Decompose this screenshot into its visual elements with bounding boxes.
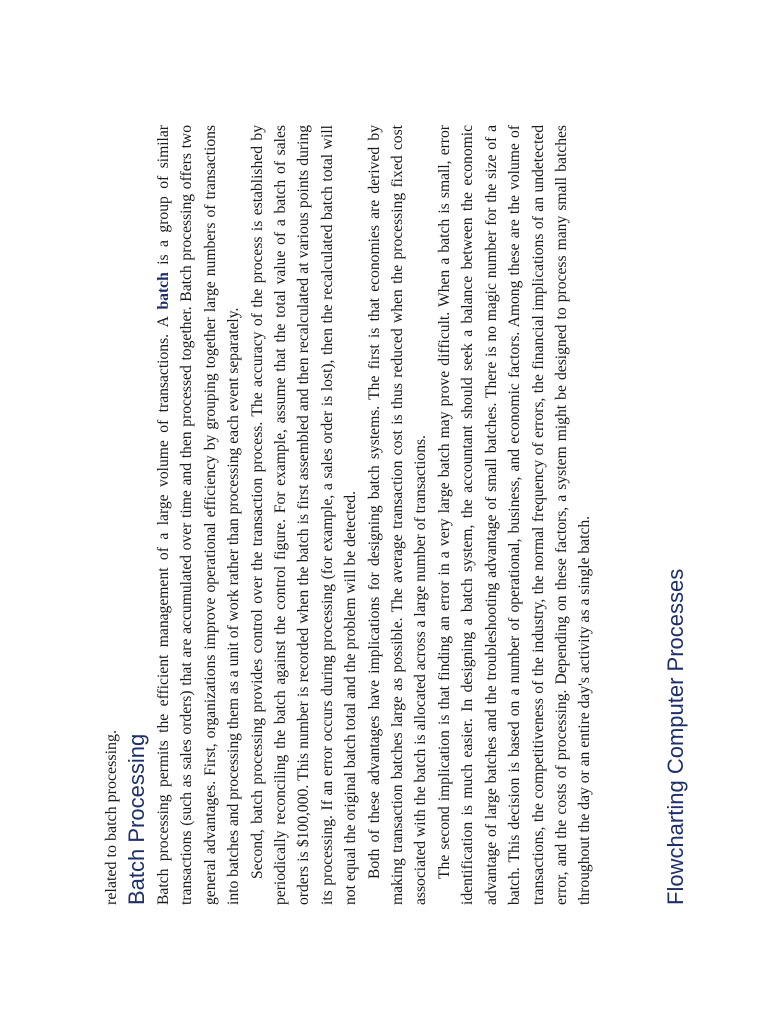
key-term-batch: batch — [155, 272, 172, 310]
paragraph-1-rest: is a group of similar transactions (such as sales orders) that are accumulated over time and then processed together. Batch processing offers two general advantages. First, organizations improve operational efficiency by grouping together large numbers of transactions into batches and processing them as a unit of work rather than processing each event separately. — [155, 125, 243, 905]
paragraph-3: Both of these advantages have implications for designing batch systems. The first is that economies are derived by making transaction batches large as possible. The average transaction cost is thus reduced when the processing fixed cost associated with the batch is allocated across a large number of transactions. — [365, 125, 430, 905]
section-heading-flowcharting: Flowcharting Computer Processes — [663, 568, 688, 905]
section-body — [152, 125, 597, 905]
section-heading-batch-processing: Batch Processing — [124, 733, 149, 905]
clipped-top-text-line — [99, 729, 120, 905]
paragraph-1-start: Batch processing permits the efficient management of a large volume of transactions. A — [155, 309, 172, 905]
clipped-top-text: related to batch processing. — [103, 729, 120, 905]
rotated-document-page — [103, 125, 690, 905]
paragraph-1 — [152, 125, 246, 905]
paragraph-2: Second, batch processing provides control over the transaction process. The accuracy of the process is established by periodically reconciling the batch against the control figure. For example, assume that the total value of a batch of sales orders is $100,000. This number is recorded when the batch is first assembled and then recalculated at various points during its processing. If an error occurs during processing (for example, a sales order is lost), then the recalculated batch total will not equal the original batch total and the problem will be detected. — [248, 125, 360, 905]
paragraph-4: The second implication is that finding an error in a very large batch may prove difficult. When a batch is small, error identification is much easier. In designing a batch system, the accountant should seek a balance between the economic advantage of large batches and the troubleshooting advantage of small batches. There is no magic number for the size of a batch. This decision is based on a number of operational, business, and economic factors. Among these are the volume of transactions, the competitiveness of the industry, the normal frequency of errors, the financial implications of an undetected error, and the costs of processing. Depending on these factors, a system might be designed to process many small batches throughout the day or an entire day's activity as a single batch. — [435, 125, 594, 905]
next-section-heading-clip — [663, 545, 690, 905]
